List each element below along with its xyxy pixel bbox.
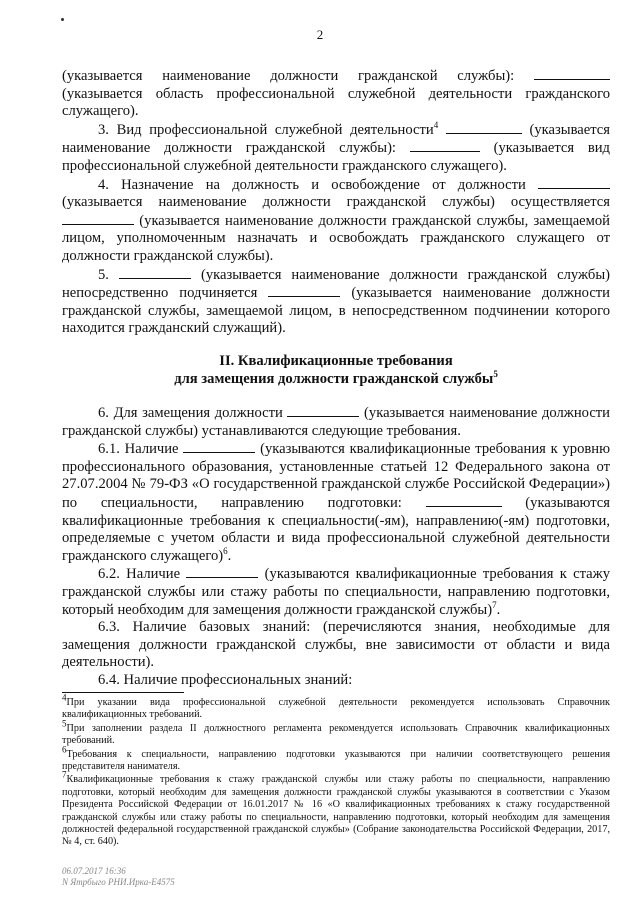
footnotes	[62, 692, 610, 850]
footnote-6	[62, 744, 610, 774]
paragraph-3-b: (указывается наименование должности гражданской службы):	[62, 121, 610, 157]
paragraph-5-a: 5.	[98, 266, 109, 283]
paragraph-1-a: (указывается наименование должности гражданской службы):	[62, 68, 515, 84]
paragraph-6-1-c: (указываются квалификационные требования к специальности(-ям), направлению(-ям) подготовки, определяемые с учетом области и вида профессиональной служебной деятельности гражданского служащего)	[62, 495, 611, 564]
section-heading	[62, 353, 610, 388]
document-stamp	[62, 866, 175, 888]
footnote-text: При заполнении раздела II должностного регламента рекомендуется использовать Справочник квалификационных требований.	[62, 722, 610, 747]
footnote-num: 4	[62, 692, 67, 703]
fill-blank	[287, 404, 359, 417]
section-heading-line-2	[62, 368, 610, 389]
paragraph-5-b: (указывается наименование должности гражданской службы) непосредственно подчиняется	[62, 266, 610, 302]
paragraph-3-c: (указывается вид профессиональной служебной деятельности гражданского служащего).	[62, 140, 610, 174]
paragraph-3-a: 3. Вид профессиональной служебной деятельности	[98, 121, 434, 138]
paragraph-5	[62, 266, 610, 338]
footnote-ref-5: 5	[493, 368, 498, 379]
footnote-num: 7	[62, 770, 67, 781]
footnote-num: 6	[62, 744, 67, 755]
paragraph-4-c: (указывается наименование должности гражданской службы, замещаемой лицом, уполномоченным назначать и освобождать гражданского служащего от должности гражданской службы).	[62, 212, 610, 264]
fill-blank	[410, 139, 480, 152]
footnote-ref-7: 7	[492, 599, 497, 610]
document-body	[62, 67, 610, 690]
paragraph-6	[62, 404, 610, 440]
paragraph-4-a: 4. Назначение на должность и освобождение от должности	[98, 176, 526, 193]
paragraph-6-b: (указывается наименование должности гражданской службы) устанавливаются следующие требования.	[62, 405, 610, 439]
stamp-datetime: 06.07.2017 16:36	[62, 866, 126, 876]
footnote-5	[62, 718, 610, 748]
fill-blank	[538, 176, 610, 189]
footnote-num: 5	[62, 718, 67, 729]
paragraph-6-3: 6.3. Наличие базовых знаний: (перечисляются знания, необходимые для замещения должности гражданской службы, вне зависимости от области и вида деятельности).	[62, 619, 610, 671]
paragraph-1-b: (указывается область профессиональной служебной деятельности гражданского служащего).	[62, 85, 610, 120]
paragraph-6-1-a: 6.1. Наличие	[98, 441, 179, 458]
paragraph-6-1-b: (указываются квалификационные требования к уровню профессионального образования, установленные статьей 12 Федерального закона от 27.07.2004 № 79-ФЗ «О государственной гражданской службе Российской Федерации») по специальности, направлению подготовки:	[62, 441, 610, 512]
footnote-ref-6: 6	[223, 545, 228, 556]
footnote-text: Требования к специальности, направлению подготовки указываются при наличии соответствующего решения представителя нанимателя.	[62, 748, 610, 773]
paragraph-4-b: (указывается наименование должности гражданской службы) осуществляется	[62, 194, 610, 211]
fill-blank	[119, 266, 191, 279]
fill-blank	[268, 284, 340, 297]
paragraph-6-2-b: (указываются квалификационные требования к стажу гражданской службы или стажу работы по специальности, направлению подготовки, который необходим для замещения должности гражданской службы)	[62, 566, 610, 618]
section-heading-line-1: II. Квалификационные требования	[219, 352, 453, 369]
fill-blank	[534, 67, 610, 80]
paragraph-6-2-a: 6.2. Наличие	[98, 566, 181, 583]
fill-blank	[62, 212, 134, 225]
footnote-text: Квалификационные требования к стажу гражданской службы или стажу работы по специальности, направлению подготовки, который необходим для замещения должности гражданской службы указываются в соответствии с Указом Президента Российской Федерации от 16.01.2017 № 16 «О квалификационных требованиях к стажу государственной гражданской службы или стажу работы по специальности, направлению подготовки, который необходим для замещения должностей федеральной государственной гражданской службы» (Собрание законодательства Российской Федерации, 2017, № 4, ст. 640).	[62, 774, 610, 848]
paragraph-4	[62, 176, 610, 266]
paragraph-3	[62, 121, 610, 176]
footnote-separator	[62, 692, 184, 693]
fill-blank	[183, 440, 255, 453]
fill-blank	[446, 121, 522, 134]
footnote-ref-4: 4	[433, 119, 439, 130]
section-heading-text: для замещения должности гражданской службы	[174, 370, 494, 387]
stamp-id: N Ятрбыго РНИ.Ирка-Е4575	[62, 877, 175, 887]
scan-speck	[61, 18, 64, 21]
footnote-text: При указании вида профессиональной служебной деятельности рекомендуется использовать Справочник квалификационных требований.	[62, 697, 610, 721]
fill-blank	[426, 494, 502, 507]
paragraph-6-a: 6. Для замещения должности	[98, 405, 283, 422]
paragraph-5-c: (указывается наименование должности гражданской службы, замещаемой лицом, в непосредственном подчинении которого находится гражданский служащий).	[62, 285, 610, 337]
footnote-7	[62, 770, 610, 848]
paragraph-6-1: 6.1. Наличие (указываются квалификационные требования к уровню профессионального образования, установленные статьей 12 Федерального закона от 27.07.2004 № 79-ФЗ «О государственной гражданской службе Российской Федерации») по специальности, направлению подготовки: (указываются квалификационные требования к специальности(-ям), направлению(-ям) подготовки, определяемые с учетом области и вида профессиональной служебной деятельности гражданского служащего)$^6$.	[62, 441, 611, 564]
paragraph-1	[62, 67, 610, 121]
paragraph-6-2: 6.2. Наличие (указываются квалификационные требования к стажу гражданской службы или стажу работы по специальности, направлению подготовки, который необходим для замещения должности гражданской службы)$^7$.	[62, 566, 610, 618]
fill-blank	[186, 565, 258, 578]
footnote-4	[62, 692, 610, 722]
page-number: 2	[316, 27, 324, 42]
paragraph-6-4: 6.4. Наличие профессиональных знаний:	[98, 672, 353, 688]
